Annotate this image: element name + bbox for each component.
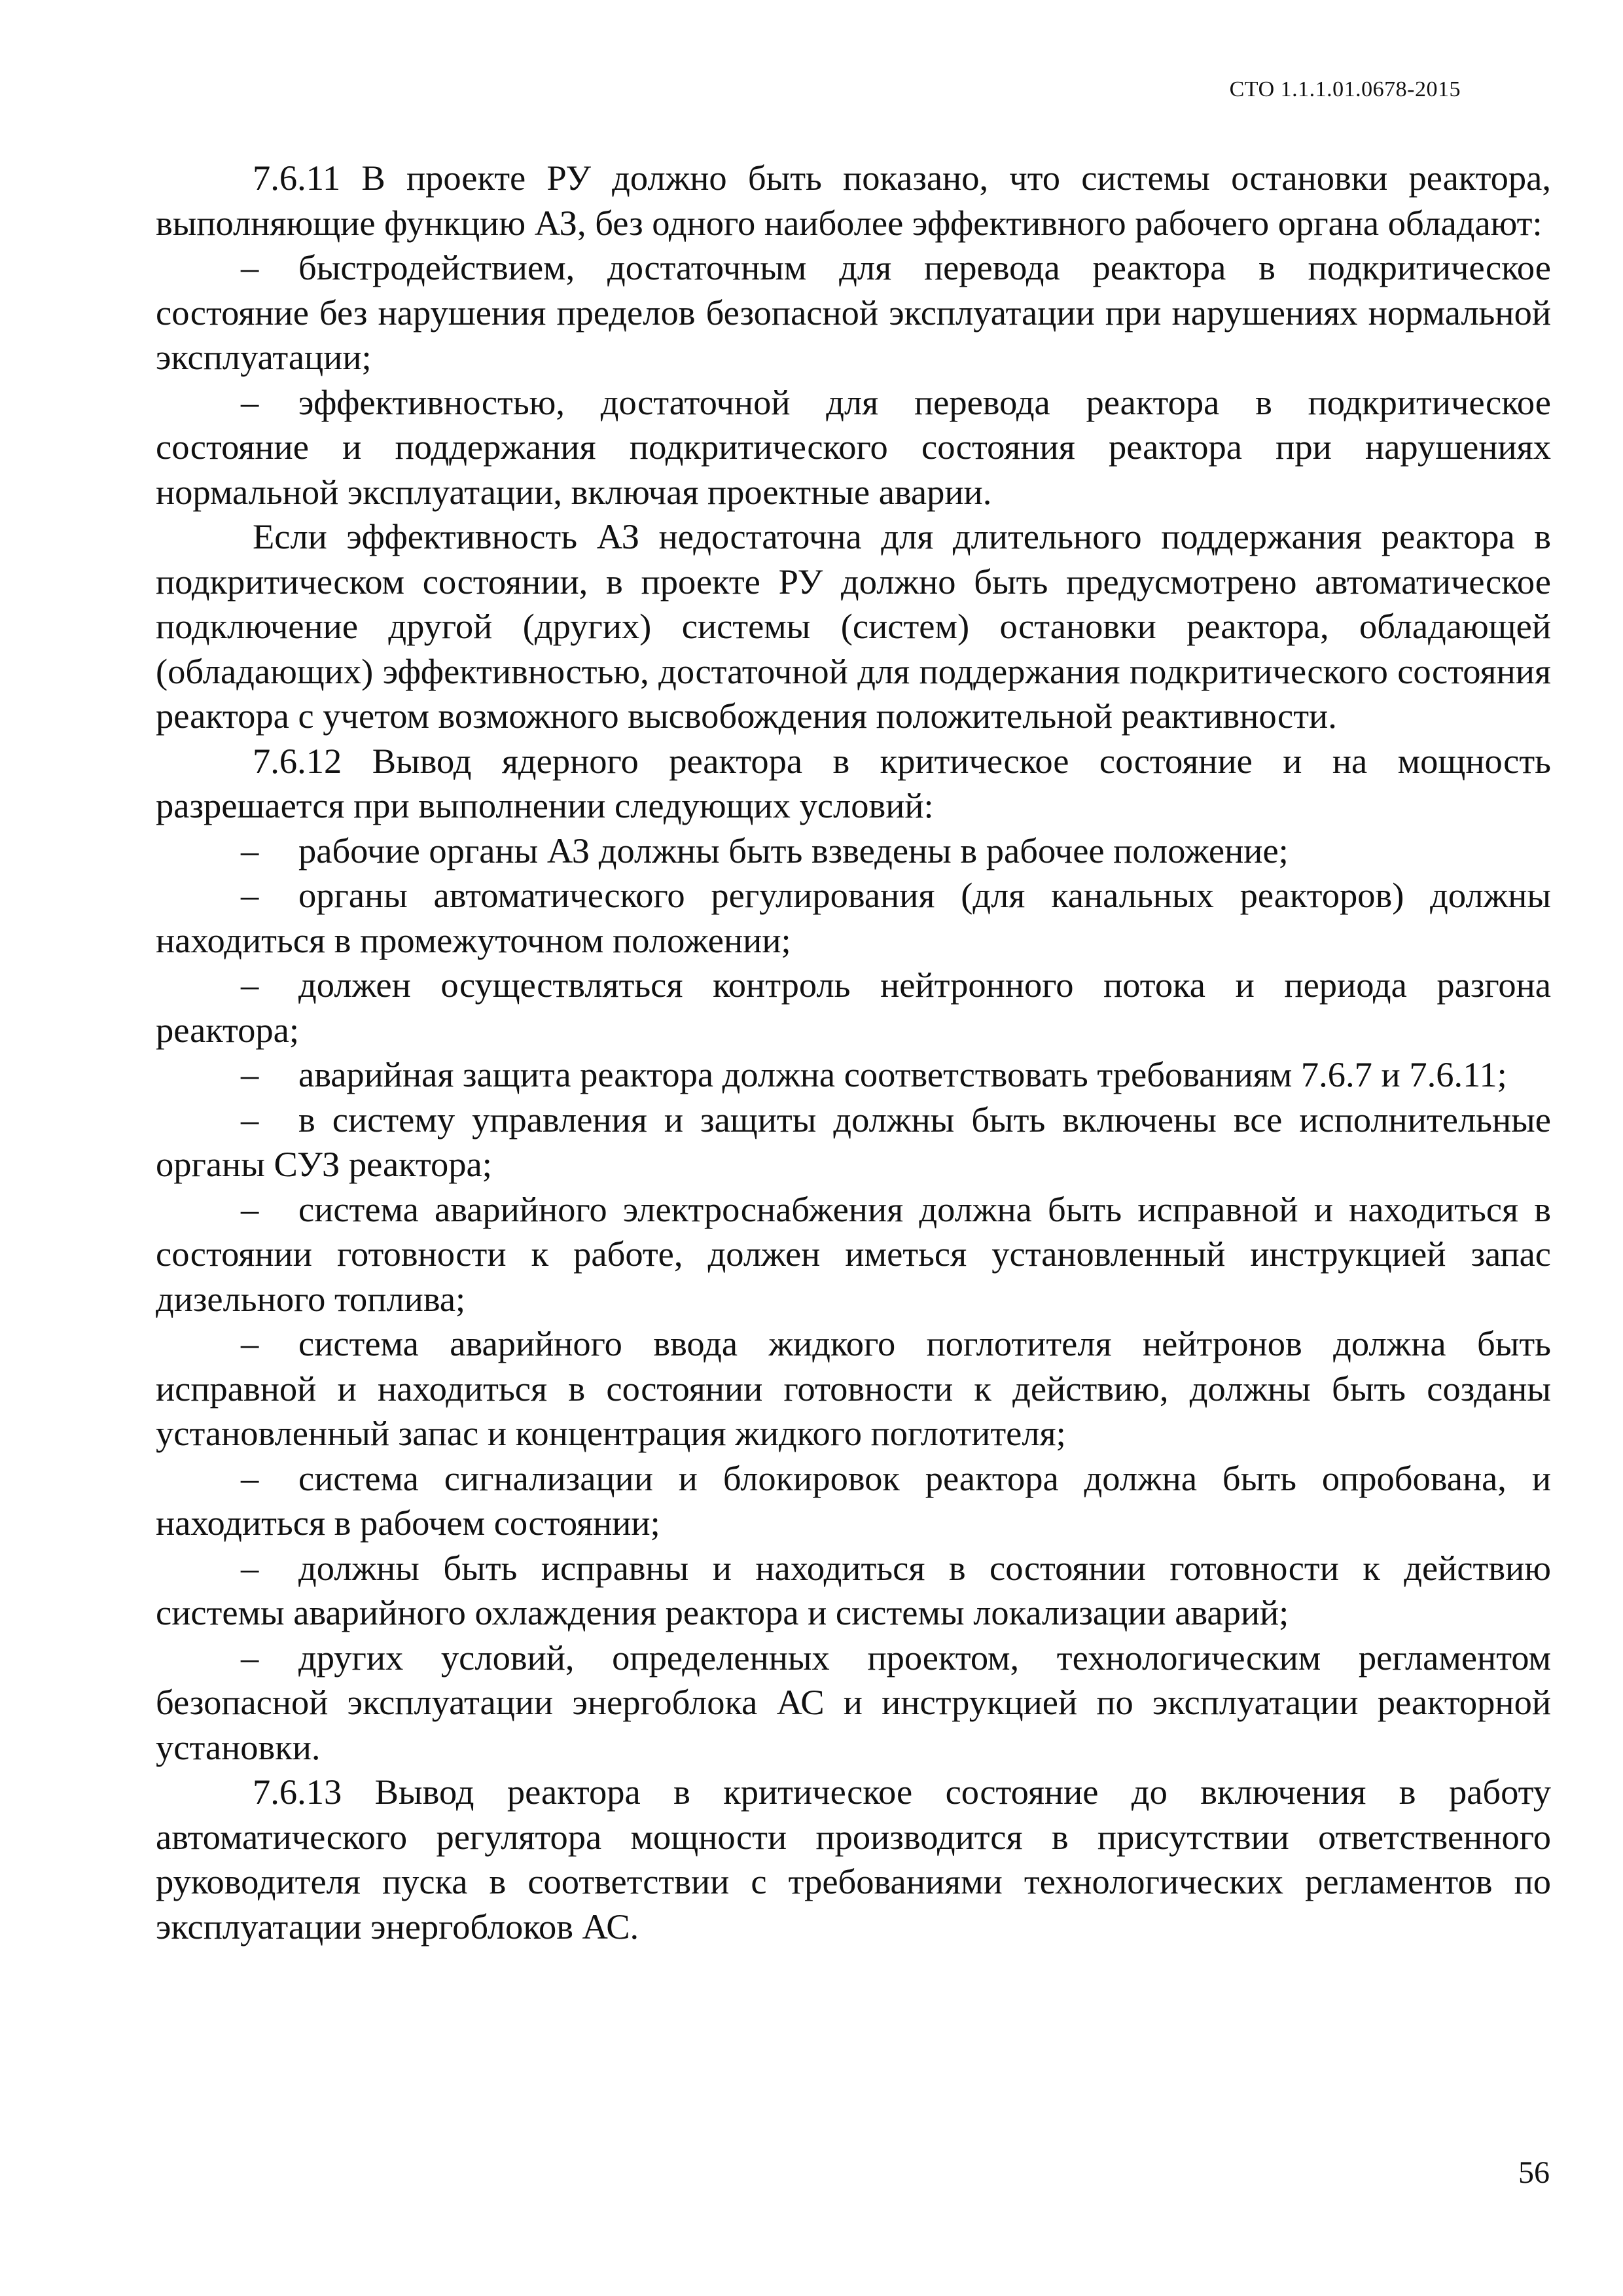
list-item-text: других условий, определенных проектом, технологическим регламентом безопасной эксплуатации энергоблока АС и инструкцией по эксплуатации реакторной установки. [156, 1637, 1551, 1767]
page-number: 56 [1518, 2155, 1550, 2190]
list-item-text: органы автоматического регулирования (для канальных реакторов) должны находиться в промежуточном положении; [156, 875, 1551, 960]
dash-bullet: – [241, 382, 259, 422]
document-code: СТО 1.1.1.01.0678-2015 [1229, 77, 1461, 101]
list-item [156, 1187, 1551, 1322]
dash-bullet: – [241, 1189, 259, 1229]
list-item [156, 829, 1551, 874]
dash-bullet: – [241, 1547, 259, 1588]
dash-bullet: – [241, 1637, 259, 1677]
list-item-text: должен осуществляться контроль нейтронного потока и периода разгона реактора; [156, 965, 1551, 1050]
list-item-text: система аварийного ввода жидкого поглотителя нейтронов должна быть исправной и находиться в состоянии готовности к действию, должны быть созданы установленный запас и концентрация жидкого поглотителя; [156, 1323, 1551, 1453]
clause-7-6-11: 7.6.11 В проекте РУ должно быть показано, что системы остановки реактора, выполняющие функцию АЗ, без одного наиболее эффективного рабочего органа обладают: [156, 158, 1551, 243]
list-item-text: эффективностью, достаточной для перевода реактора в подкритическое состояние и поддержания подкритического состояния реактора при нарушениях нормальной эксплуатации, включая проектные аварии. [156, 382, 1551, 512]
list-item [156, 1052, 1551, 1098]
dash-bullet: – [241, 1099, 259, 1139]
dash-bullet: – [241, 1323, 259, 1363]
dash-bullet: – [241, 247, 259, 287]
clause-7-6-13: 7.6.13 Вывод реактора в критическое состояние до включения в работу автоматического регулятора мощности производится в присутствии ответственного руководителя пуска в соответствии с требованиями технологических регламентов по эксплуатации энергоблоков АС. [156, 1772, 1551, 1946]
clause-7-6-12: 7.6.12 Вывод ядерного реактора в критическое состояние и на мощность разрешается при выполнении следующих условий: [156, 740, 1551, 825]
list-item-text: быстродействием, достаточным для перевода реактора в подкритическое состояние без нарушения пределов безопасной эксплуатации при нарушениях нормальной эксплуатации; [156, 247, 1551, 377]
list-item-text: рабочие органы АЗ должны быть взведены в рабочее положение; [298, 830, 1289, 870]
dash-bullet: – [241, 875, 259, 915]
list-item [156, 873, 1551, 963]
list-item [156, 1546, 1551, 1636]
list-item-text: должны быть исправны и находиться в состоянии готовности к действию системы аварийного охлаждения реактора и системы локализации аварий; [156, 1547, 1551, 1632]
list-item-text: система сигнализации и блокировок реактора должна быть опробована, и находиться в рабочем состоянии; [156, 1458, 1551, 1543]
list-item [156, 380, 1551, 515]
list-item [156, 1321, 1551, 1456]
dash-bullet: – [241, 1054, 259, 1094]
dash-bullet: – [241, 830, 259, 870]
dash-bullet: – [241, 965, 259, 1005]
list-item-text: аварийная защита реактора должна соответствовать требованиям 7.6.7 и 7.6.11; [298, 1054, 1507, 1094]
list-item [156, 245, 1551, 380]
list-item [156, 1098, 1551, 1187]
list-item [156, 963, 1551, 1052]
list-item-text: в систему управления и защиты должны быть включены все исполнительные органы СУЗ реактора; [156, 1099, 1551, 1184]
document-body [156, 156, 1551, 1949]
list-item [156, 1636, 1551, 1770]
paragraph-az-efficiency: Если эффективность АЗ недостаточна для длительного поддержания реактора в подкритическом состоянии, в проекте РУ должно быть предусмотрено автоматическое подключение другой (других) системы (систем) остановки реактора, обладающей (обладающих) эффективностью, достаточной для поддержания подкритического состояния реактора с учетом возможного высвобождения положительной реактивности. [156, 516, 1551, 736]
list-item-text: система аварийного электроснабжения должна быть исправной и находиться в состоянии готовности к работе, должен иметься установленный инструкцией запас дизельного топлива; [156, 1189, 1551, 1319]
dash-bullet: – [241, 1458, 259, 1498]
list-item [156, 1456, 1551, 1546]
